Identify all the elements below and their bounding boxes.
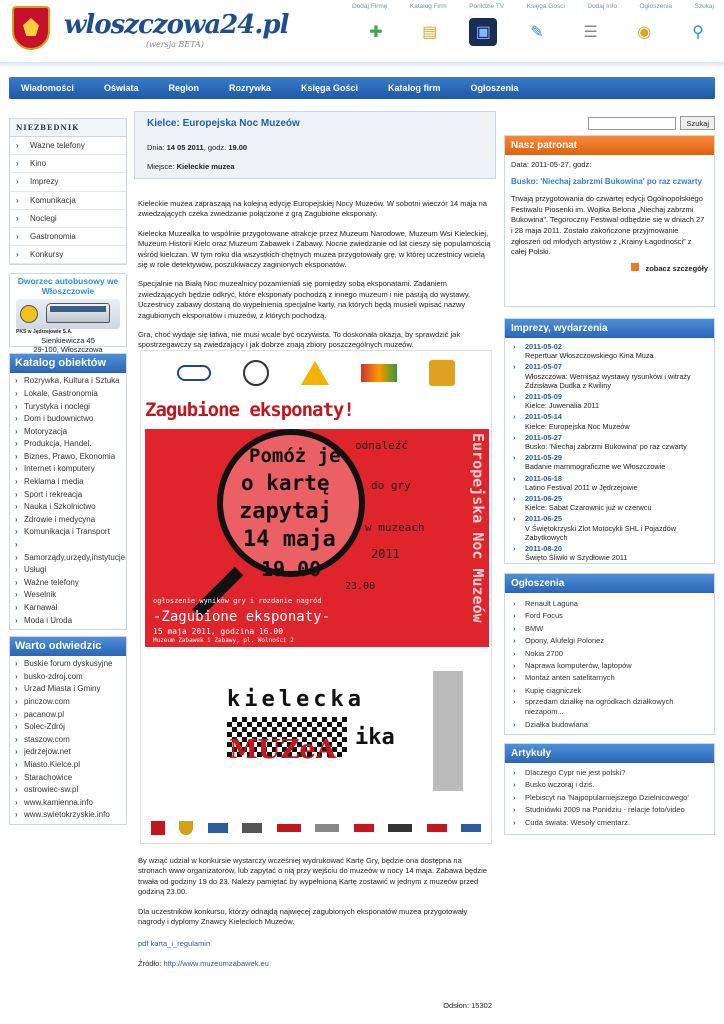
article-time: 19.00 [228, 143, 248, 152]
event-item[interactable] [505, 474, 714, 492]
sponsor-logo [177, 365, 211, 381]
niezbednik-item[interactable]: › Kino [10, 155, 126, 173]
katalog-item[interactable]: › Ważne telefony [10, 577, 126, 590]
warto-link[interactable]: › www.kamienna.info [10, 797, 126, 810]
article-title: Kielce: Europejska Noc Muzeów [147, 118, 300, 129]
tv-icon[interactable]: ▣ [469, 18, 497, 46]
top-link-szukaj[interactable]: Szukaj [694, 3, 714, 10]
pks-badge [20, 305, 38, 323]
top-link-dodaj-firme[interactable]: Dodaj Firmę [352, 3, 388, 10]
top-link-katalog-firm[interactable]: Katalog Firm [409, 3, 447, 10]
article-date-line [147, 143, 483, 152]
imprezy-list [505, 338, 714, 562]
ad-item[interactable]: › Nokia 2700 [505, 648, 714, 660]
article-date: 14 05 2011 [166, 143, 204, 152]
katalog-item[interactable]: › Usługi [10, 564, 126, 577]
artykuly-list [505, 763, 714, 829]
niezbednik-box [9, 118, 127, 265]
warto-link[interactable]: › ostrowiec-sw.pl [10, 784, 126, 797]
patronat-body: Trwają przygotowania do czwartej edycji Ogólnopolskiego Festiwalu Piosenki im. Wojtka Belona „Niechaj zabrzmi Bukowina”. Tegoroczny Festiwal odbędzie się w dniach 27 i 28 maja 2011. Zostało zakończone przyjmowanie zgłoszeń od młodych artystów z „Krainy Łagodności” z całej Polski. [511, 194, 705, 257]
sponsor-logos-bottom [151, 819, 481, 837]
katalog-item[interactable]: › Motoryzacja [10, 426, 126, 439]
event-date: › 2011-05-29 [525, 453, 562, 463]
katalog-item[interactable]: › Karnawał [10, 602, 126, 615]
poster-wmuzeach: w muzeach [365, 521, 425, 534]
dworzec-company: PKS w Jędrzejowie S.A. [16, 329, 73, 336]
warto-link[interactable]: › Urzad Miasta i Gminy [10, 683, 126, 696]
event-item[interactable] [505, 342, 714, 360]
bus-window-strip [50, 306, 106, 312]
poster-muze: MUZeA [229, 735, 337, 765]
header-divider [0, 62, 724, 68]
poster-godz23: 23.00 [345, 581, 376, 592]
article-main [134, 111, 496, 351]
nav-wiadomosci[interactable]: Wiadomości [21, 83, 74, 93]
patronat-headline[interactable]: Busko: 'Niechaj zabrzmi Bukowina' po raz czwarty [511, 176, 702, 186]
event-text[interactable]: Kielce: Europejska Noc Muzeów [525, 421, 630, 431]
ad-item[interactable]: › Montaż anten satelitarnych [505, 672, 714, 684]
warto-link[interactable]: › Solec-Zdrój [10, 721, 126, 734]
page-header [0, 0, 724, 64]
poster-odnalezc: odnaleźć [355, 439, 408, 452]
event-date: › 2011-06-18 [525, 473, 562, 483]
main-navigation [9, 77, 715, 99]
artykuly-title: Artykuły [505, 744, 714, 763]
dworzec-title[interactable]: Dworzec autobusowy we Włoszczowie [17, 276, 119, 296]
more-icon [631, 263, 639, 271]
ad-item[interactable]: › Renault Laguna [505, 598, 714, 610]
warto-link[interactable]: › Starachowice [10, 772, 126, 785]
article-paragraph: Kielecka Muzealka to wspólnie przygotowane atrakcje przez Muzeum Narodowe, Muzeum Wsi Kieleckiej, Muzeum Historii Kielc oraz Muzeum Zabawek i Zabawy. Nocne zwiedzanie od lat cieszy się popularnością wśród kielczan. W tym roku dla wszystkich chętnych muzea przygotowały grę, w której uczestnicy wcielą się w role detektywów, poszukiwaczy zaginionych eksponatów. [138, 228, 491, 270]
article-link[interactable]: › Dlaczego Cypr nie jest polski? [505, 767, 714, 779]
warto-link[interactable]: › Buskie forum dyskusyjne [10, 658, 126, 671]
megaphone-icon[interactable]: ◉ [637, 24, 652, 41]
katalog-list [10, 373, 126, 629]
niezbednik-item[interactable]: › Komunikacja [10, 192, 126, 210]
left-sidebar [9, 118, 127, 825]
article-header-box [134, 111, 496, 179]
katalog-item-empty[interactable] [10, 539, 126, 552]
nav-region[interactable]: Region [168, 83, 199, 93]
katalog-title: Katalog obiektów [10, 354, 126, 373]
patronat-more-row [505, 263, 714, 275]
sponsor-logo [361, 364, 397, 382]
ad-item[interactable]: › sprzedam działkę na ogródkach działkowych niezapom... [505, 697, 714, 716]
event-text[interactable]: Kielce: Sabat Czarownic już w czerwcu [525, 503, 652, 513]
event-item[interactable] [505, 494, 714, 512]
event-text[interactable]: Kielce: Juwenalia 2011 [525, 401, 600, 411]
event-date: › 2011-06-25 [525, 514, 562, 524]
katalog-item[interactable]: › Moda i Uroda [10, 615, 126, 628]
article-place-line [147, 162, 483, 171]
article-paragraph: By wziąć udział w konkursie wystarczy wcześniej wydrukować Kartę Gry, będzie ona dostępna na stronach www organizatorów, lub zapytać o nią przy wejściu do muzeów w nocy 14 maja. Zabawa będzie trwała od godziny 19 do 23. Należy pamiętać by wypełnioną Kartę zostawić w jednym z muzeów przed godziną 23.00. [138, 856, 487, 897]
event-item[interactable] [505, 514, 714, 542]
warto-link[interactable]: › busko-zdroj.com [10, 671, 126, 684]
poster-date: 14 maja [243, 527, 336, 552]
sponsor-logo [461, 824, 481, 832]
warto-title: Warto odwiedzic [10, 637, 126, 656]
dworzec-box[interactable] [9, 273, 127, 355]
ad-item[interactable]: › Ford Focus [505, 610, 714, 622]
sponsor-logo [151, 821, 165, 835]
warto-link[interactable]: › staszow.com [10, 734, 126, 747]
patronat-title: Nasz patronat [505, 136, 714, 155]
warto-link[interactable]: › jedrzejow.net [10, 746, 126, 759]
katalog-item[interactable]: › Internet i komputery [10, 463, 126, 476]
poster-pomoz: Pomóż je [249, 445, 341, 467]
guestbook-icon[interactable]: ✎ [530, 24, 544, 41]
event-text[interactable]: Badanie mammograficzne we Włoszczowie [525, 462, 666, 472]
ad-item[interactable]: › Naprawa komputerów, laptopów [505, 660, 714, 672]
bus-image [16, 299, 120, 329]
poster-muzealika: ika [355, 725, 395, 750]
view-count: Odsłon: 15302 [443, 1001, 492, 1011]
sponsor-logo [243, 360, 269, 386]
ad-item[interactable]: › Kupię ciągniczek [505, 685, 714, 697]
poster-results2: -Zagubione eksponaty- [153, 609, 331, 625]
nav-katalog-firm[interactable]: Katalog firm [388, 83, 441, 93]
poster-results: ogłoszenie wyników gry i rozdanie nagród [153, 597, 322, 605]
event-poster [140, 350, 492, 844]
imprezy-title: Imprezy, wydarzenia [505, 319, 714, 338]
patronat-more-link[interactable]: zobacz szczegóły [645, 263, 708, 273]
article-place: Kieleckie muzea [176, 162, 235, 171]
ogloszenia-list [505, 593, 714, 731]
katalog-item[interactable]: › Samorządy,urzędy,instytucje [10, 552, 126, 565]
article-paragraph: Gra, choć wydaje się łatwa, nie musi wcale być oczywista. To doskonała okazja, by sprawdzić jak spostrzegawczy są zwiedzający i jak dobrze znają zbiory poszczególnych muzeów. [138, 330, 461, 350]
patronat-box [504, 135, 715, 307]
warto-link[interactable]: › Miasto.Kielce.pl [10, 759, 126, 772]
sponsor-logo [277, 824, 301, 832]
poster-headline: Zagubione eksponaty! [145, 399, 354, 421]
event-text[interactable]: V Świętokrzyski Zlot Motocykli SHL i Pojazdów Zabytkowych [525, 523, 676, 542]
nav-ksiega-gosci[interactable]: Księga Gości [300, 83, 359, 93]
pdf-link[interactable]: pdf karta_i_regulamin [138, 939, 211, 949]
sponsor-logo [315, 824, 339, 832]
coat-of-arms-logo[interactable] [12, 6, 50, 50]
ad-item[interactable]: › BMW [505, 623, 714, 635]
poster-side-text: Europejska Noc Muzeów [469, 433, 487, 623]
niezbednik-item[interactable]: › Imprezy [10, 173, 126, 191]
ad-item[interactable]: › Działka budowlana [505, 719, 714, 731]
event-date: › 2011-05-02 [525, 342, 562, 351]
article-paragraph: Kieleckie muzea zapraszają na kolejną edycję Europejskiej Nocy Muzeów. W sobotni wieczór 14 maja na zwiedzających czeka zwiedzanie połączone z grą Zagubione eksponaty. [138, 199, 487, 219]
katalog-item[interactable]: › Sport i rekreacja [10, 489, 126, 502]
site-logo-text[interactable]: wloszczowa24.pl [64, 10, 289, 40]
poster-red-panel [145, 429, 489, 647]
katalog-item[interactable]: › Produkcja, Handel. [10, 438, 126, 451]
niezbednik-item[interactable]: › Noclegi [10, 210, 126, 228]
ogloszenia-box [504, 573, 715, 735]
poster-zapytaj: zapytaj [239, 499, 332, 524]
puzzle-icon[interactable]: ✚ [369, 24, 383, 41]
sponsor-logo [427, 824, 447, 832]
poster-results4: Muzeum Zabawek i Zabawy, pl. Wolności 2 [153, 637, 294, 644]
sponsor-logo [242, 823, 262, 833]
article-link[interactable]: › Cuda świata: Wesoły cmentarz. [505, 817, 714, 829]
warto-list [10, 656, 126, 824]
right-sidebar [504, 111, 715, 835]
top-link-dodaj-info[interactable]: Dodaj Info [587, 3, 618, 10]
site-logo-subtitle: (wersja BETA) [146, 40, 204, 49]
source-link[interactable]: http://www.muzeumzabawek.eu [163, 958, 269, 968]
event-item[interactable] [505, 433, 714, 451]
event-text[interactable]: Święto Śliwki w Szydłowie 2011 [525, 553, 628, 563]
top-link-ogloszenia[interactable]: Ogłoszenia [639, 3, 673, 10]
niezbednik-title: NIEZBEDNIK [10, 119, 126, 137]
add-info-icon[interactable]: ☰ [583, 24, 598, 41]
poster-rok: 2011 [371, 547, 400, 561]
top-link-ksiega-gosci[interactable]: Księga Gości [526, 3, 565, 10]
article-link[interactable]: › Studniówki 2009 na Ponidziu - relacje foto/video [505, 804, 714, 816]
folders-icon[interactable]: ▤ [422, 24, 438, 41]
katalog-box [9, 353, 127, 630]
article-paragraph: Dla uczestników konkursu, którzy odnajdą najwięcej zagubionych eksponatów muzea przygotowały nagrody i dyplomy Znawcy Kieleckich Muzeów. [138, 906, 468, 927]
niezbednik-item[interactable]: › Gastronomia [10, 228, 126, 246]
poster-dogry: do gry [371, 479, 411, 492]
event-item[interactable] [505, 544, 714, 562]
katalog-item[interactable]: › Nauka i Szkolnictwo [10, 501, 126, 514]
nav-ogloszenia[interactable]: Ogłoszenia [470, 83, 519, 93]
event-item[interactable] [505, 392, 714, 410]
imprezy-box [504, 318, 715, 564]
sponsor-logo [179, 821, 193, 835]
katalog-item[interactable]: › Lokale, Gastronomia [10, 388, 126, 401]
event-item[interactable] [505, 412, 714, 430]
search-icon[interactable]: ⚲ [692, 24, 704, 41]
sponsor-logo [208, 823, 228, 833]
poster-results3: 15 maja 2011, godzina 16.00 [153, 627, 284, 636]
sponsor-logo [388, 824, 412, 832]
katalog-item[interactable]: › Turystyka i noclegi [10, 401, 126, 414]
event-date: › 2011-05-07 [525, 362, 562, 372]
event-date: › 2011-06-25 [525, 494, 562, 504]
nav-oswiata[interactable]: Oświata [103, 83, 139, 93]
katalog-item[interactable]: › Komunikacja i Transport [10, 526, 126, 539]
sponsor-logo [429, 360, 455, 386]
search-row [504, 111, 715, 131]
niezbednik-item[interactable]: › Konkursy [10, 246, 126, 264]
event-text[interactable]: Włoszczowa: Wernisaż wystawy rysunków i witraży Zdzisława Dudka z Kwiliny [525, 371, 691, 390]
source-label: Źródło: [138, 958, 164, 968]
article-link[interactable]: › Plebiscyt na 'Najpopularniejszego Dzielnicowego' [505, 792, 714, 804]
katalog-item[interactable]: › Zdrowie i medycyna [10, 514, 126, 527]
katalog-item[interactable]: › Dom i budownictwo [10, 413, 126, 426]
dworzec-address2: 29-100, Włoszczowa [33, 345, 103, 355]
event-text[interactable]: Busko: 'Niechaj zabrzmi Bukowina' po raz czwarty [525, 442, 687, 452]
event-item[interactable] [505, 453, 714, 471]
warto-link[interactable]: › pinczow.com [10, 696, 126, 709]
warto-link[interactable]: › www.swietokrzyskie.info [10, 809, 126, 822]
event-date: › 2011-05-27 [525, 432, 562, 442]
nav-rozrywka[interactable]: Rozrywka [228, 83, 271, 93]
event-date: › 2011-05-14 [525, 412, 562, 422]
poster-time: 19.00 [261, 557, 322, 581]
katalog-item[interactable]: › Biznes, Prawo, Ekonomia [10, 451, 126, 464]
artykuly-box [504, 743, 715, 835]
sponsor-logo [354, 824, 374, 832]
katalog-item[interactable]: › Rozrywka, Kultura i Sztuka [10, 375, 126, 388]
poster-kielecka: kielecka [227, 687, 365, 712]
top-link-ponidzie-tv[interactable]: Ponidzie TV [469, 3, 505, 10]
katalog-item[interactable]: › Reklama i media [10, 476, 126, 489]
time-label: , godz. [203, 143, 229, 152]
event-date: › 2011-05-09 [525, 392, 562, 402]
event-text[interactable]: Repertuar Włoszczowskiego Kina Muza [525, 351, 654, 361]
article-continuation [134, 856, 496, 1012]
event-date: › 2011-08-20 [525, 544, 562, 554]
top-links [352, 3, 724, 10]
top-icons [362, 18, 712, 50]
search-input[interactable] [588, 117, 676, 130]
sponsor-logos-top [141, 351, 491, 395]
katalog-item[interactable]: › Weselnik [10, 589, 126, 602]
ogloszenia-title: Ogłoszenia [505, 574, 714, 593]
ad-item[interactable]: › Opony, Alufelgi Polonez [505, 635, 714, 647]
poster-grey-block [433, 671, 463, 791]
article-paragraph: Specjalnie na Białą Noc muzealnicy pozamieniali się pomiędzy sobą eksponatami. Zadaniem zwiedzających będzie odkryć, które eksponaty pochodzą z innego muzeum i nie pasują do wystawy. Uczestnicy zabawy dostaną do wypełnienia specjalne karty, na których będą musieli wpisać nazwy zagubionych eksponatów i muzeów, z których pochodzą. [138, 279, 471, 320]
event-text[interactable]: Latino Festival 2011 w Jędrzejowie [525, 482, 638, 492]
event-item[interactable] [505, 362, 714, 390]
poster-karte: o kartę [241, 471, 330, 495]
place-label: Miejsce: [147, 162, 177, 171]
date-label: Dnia: [147, 143, 167, 152]
search-button[interactable]: Szukaj [680, 116, 715, 130]
dworzec-address1: Sienkiewicza 45 [41, 336, 95, 346]
patronat-date: Data: 2011-05-27, godz: [511, 160, 592, 169]
article-link[interactable]: › Busko wczoraj i dziś. [505, 779, 714, 791]
niezbednik-item[interactable]: › Wazne telefony [10, 137, 126, 155]
warto-link[interactable]: › pacanow.pl [10, 709, 126, 722]
sponsor-logo [301, 361, 329, 385]
warto-box [9, 636, 127, 825]
